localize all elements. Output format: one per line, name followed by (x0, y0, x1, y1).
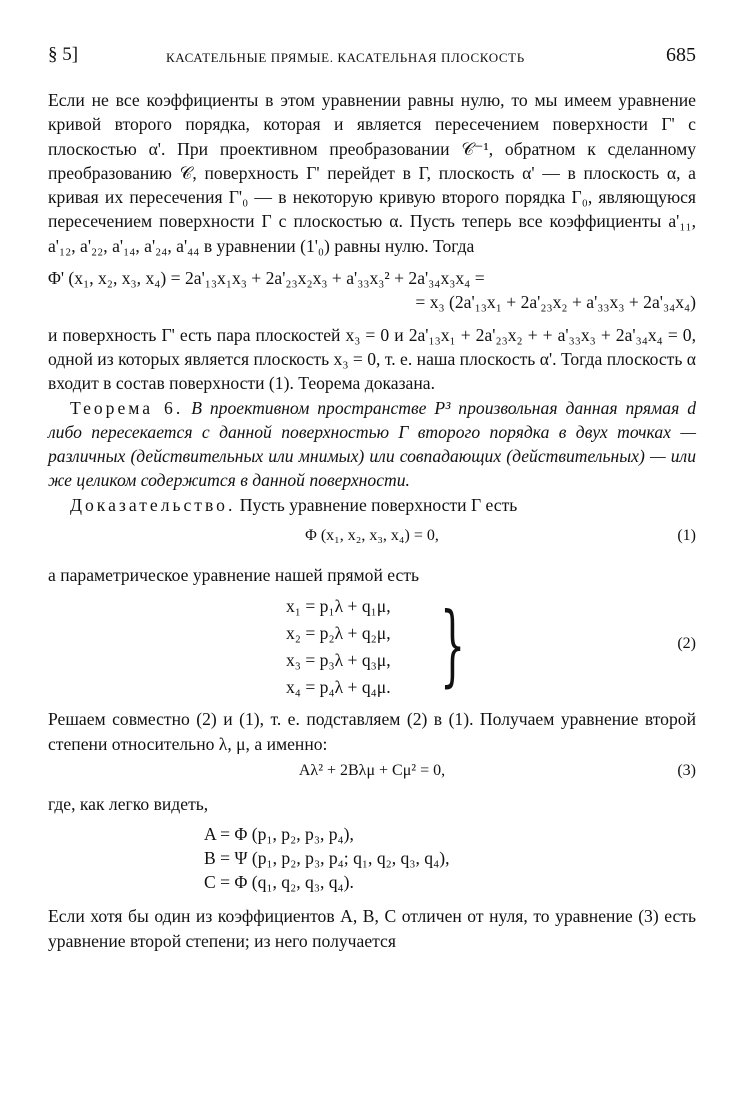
equation-3-number: (3) (677, 761, 696, 779)
paragraph-solve: Решаем совместно (2) и (1), т. е. подставляем (2) в (1). Получаем уравнение второй степени относительно λ, μ, а именно: (48, 709, 696, 754)
param-intro: а параметрическое уравнение нашей прямой есть (48, 565, 420, 586)
equation-3-body: Aλ² + 2Bλμ + Cμ² = 0, (298, 761, 446, 779)
equation-phi-prime (48, 266, 696, 315)
where-text: где, как легко видеть, (48, 793, 209, 814)
right-brace: } (440, 593, 466, 697)
equation-1-number: (1) (677, 527, 696, 545)
system-row: x₁ = p₁λ + q₁μ, (286, 596, 391, 617)
proof-label: Доказательство. (70, 494, 236, 515)
theorem-6 (48, 396, 696, 493)
page (48, 44, 696, 953)
system-row: x₄ = p₄λ + q₄μ. (286, 677, 391, 698)
equation-2-system (48, 593, 696, 701)
coefficient-row: C = Φ (q₁, q₂, q₃, q₄). (204, 872, 354, 893)
running-title: КАСАТЕЛЬНЫЕ ПРЯМЫЕ. КАСАТЕЛЬНАЯ ПЛОСКОСТЬ (166, 50, 525, 65)
theorem-statement: В проективном пространстве P³ произвольная данная прямая d либо пересекается с данной поверхностью Γ второго порядка в двух точках — различных (действительных или мнимых) или совпадающих (действительных) — или же целиком содержится в данной поверхности. (48, 397, 696, 491)
equation-1 (48, 521, 696, 557)
system-row: x₂ = p₂λ + q₂μ, (286, 623, 391, 644)
theorem-label: Теорема 6. (70, 397, 184, 418)
coefficient-definitions (204, 822, 696, 894)
paragraph-final: Если хотя бы один из коэффициентов A, B, C отличен от нуля, то уравнение (3) есть уравнение второй степени; из него получается (48, 906, 696, 951)
section-marker: § 5] (48, 44, 79, 65)
coefficient-row: B = Ψ (p₁, p₂, p₃, p₄; q₁, q₂, q₃, q₄), (204, 848, 450, 869)
running-header (48, 44, 696, 74)
page-number: 685 (666, 44, 696, 66)
system-rows (286, 593, 391, 701)
equation-2-number: (2) (677, 635, 696, 653)
proof-start (48, 493, 696, 517)
proof-text: Пусть уравнение поверхности Γ есть (239, 494, 518, 515)
paragraph-pair-of-planes: и поверхность Γ' есть пара плоскостей x₃ = 0 и 2a'₁₃x₁ + 2a'₂₃x₂ + + a'₃₃x₃ + 2a'₃₄x₄ = 0, одной из которых является плоскость x₃ = 0, т. е. наша плоскость α'. Тогда плоскость α входит в состав поверхности (1). Теорема доказана. (48, 324, 697, 394)
equation-1-body: Φ (x₁, x₂, x₃, x₄) = 0, (305, 527, 439, 545)
equation-phi-line2: = x₃ (2a'₁₃x₁ + 2a'₂₃x₂ + a'₃₃x₃ + 2a'₃₄x₄) (415, 292, 696, 313)
coefficient-row: A = Φ (p₁, p₂, p₃, p₄), (204, 824, 354, 845)
equation-3 (48, 760, 696, 792)
paragraph-intersection: Если не все коэффициенты в этом уравнении равны нулю, то мы имеем уравнение кривой второго порядка, которая и является пересечением поверхности Γ' с плоскостью α'. При проективном преобразовании 𝒞⁻¹, обратном к сделанному преобразованию 𝒞, поверхность Γ' перейдет в Γ, плоскость α' — в плоскость α, а кривая их пересечения Γ'₀ — в некоторую кривую второго порядка Γ₀, являющуюся пересечением поверхности Γ с плоскостью α. Пусть теперь все коэффициенты a'₁₁, a'₁₂, a'₂₂, a'₁₄, a'₂₄, a'₄₄ в уравнении (1'₀) равны нулю. Тогда (48, 90, 696, 256)
equation-phi-line1: Φ' (x₁, x₂, x₃, x₄) = 2a'₁₃x₁x₃ + 2a'₂₃x₂x₃ + a'₃₃x₃² + 2a'₃₄x₃x₄ = (48, 268, 485, 289)
system-row: x₃ = p₃λ + q₃μ, (286, 650, 391, 671)
